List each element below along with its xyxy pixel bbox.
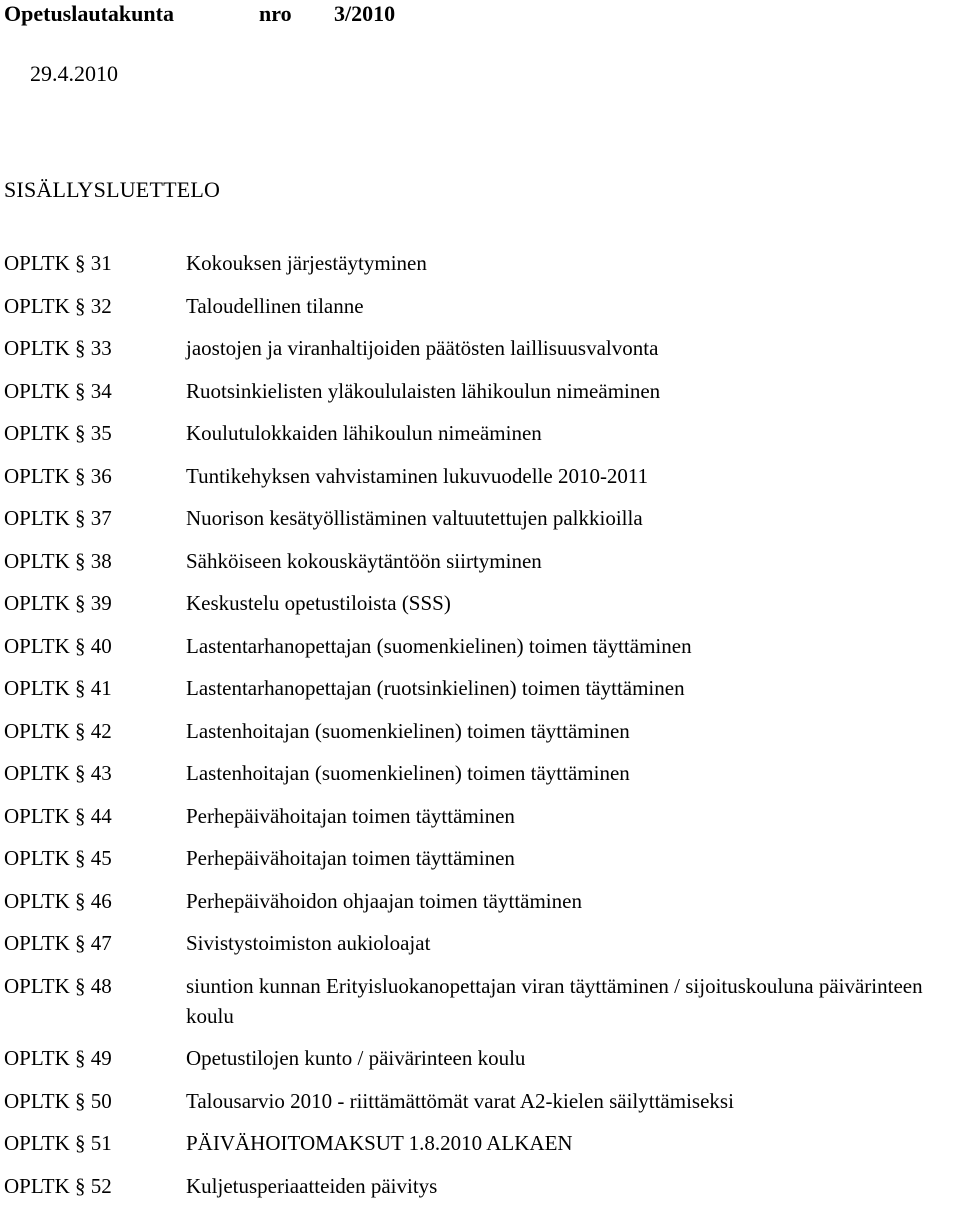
section-code: OPLTK § 47	[4, 931, 112, 955]
section-title: Koulutulokkaiden lähikoulun nimeäminen	[186, 421, 542, 445]
toc-row-37	[4, 503, 959, 533]
toc-row-32	[4, 291, 959, 321]
section-title: PÄIVÄHOITOMAKSUT 1.8.2010 ALKAEN	[186, 1131, 573, 1155]
toc-row-38	[4, 546, 959, 576]
section-title: Opetustilojen kunto / päivärinteen koulu	[186, 1046, 526, 1070]
toc-row-43	[4, 758, 959, 788]
section-title: Lastentarhanopettajan (suomenkielinen) toimen täyttäminen	[186, 633, 692, 658]
toc-row-52	[4, 1171, 959, 1201]
section-code: OPLTK § 46	[4, 888, 112, 913]
section-code: OPLTK § 33	[4, 336, 112, 360]
section-title: jaostojen ja viranhaltijoiden päätösten laillisuusvalvonta	[186, 336, 659, 360]
toc-row-40	[4, 631, 959, 661]
section-title: Sivistystoimiston aukioloajat	[186, 931, 431, 955]
section-code: OPLTK § 32	[4, 293, 112, 318]
section-title: Keskustelu opetustiloista (SSS)	[186, 591, 451, 615]
section-title: Taloudellinen tilanne	[186, 293, 364, 318]
section-title: Nuorison kesätyöllistäminen valtuutettujen palkkioilla	[186, 506, 643, 530]
toc-row-34	[4, 376, 959, 406]
toc-row-39	[4, 588, 959, 618]
section-code: OPLTK § 50	[4, 1088, 112, 1113]
section-code: OPLTK § 52	[4, 1173, 112, 1198]
section-code: OPLTK § 45	[4, 846, 112, 870]
section-code: OPLTK § 41	[4, 676, 112, 700]
section-code: OPLTK § 37	[4, 506, 112, 530]
section-code: OPLTK § 38	[4, 548, 112, 573]
toc-row-36	[4, 461, 959, 491]
toc-row-47	[4, 928, 959, 958]
section-title: Kuljetusperiaatteiden päivitys	[186, 1173, 438, 1198]
section-code: OPLTK § 31	[4, 251, 112, 275]
section-code: OPLTK § 48	[4, 973, 112, 998]
section-code: OPLTK § 34	[4, 378, 112, 403]
toc-title: SISÄLLYSLUETTELO	[4, 177, 221, 202]
toc-row-42	[4, 716, 959, 746]
section-title: Kokouksen järjestäytyminen	[186, 251, 427, 275]
section-title: Perhepäivähoitajan toimen täyttäminen	[186, 803, 515, 828]
section-code: OPLTK § 36	[4, 463, 112, 488]
organization-name: Opetuslautakunta	[4, 1, 174, 26]
section-title: Ruotsinkielisten yläkoululaisten lähikoulun nimeäminen	[186, 378, 661, 403]
meeting-number-label: nro	[259, 1, 292, 26]
document-header	[4, 0, 395, 28]
section-title: Talousarvio 2010 - riittämättömät varat A2-kielen säilyttämiseksi	[186, 1088, 734, 1113]
section-title: Perhepäivähoitajan toimen täyttäminen	[186, 846, 515, 870]
toc-row-31	[4, 248, 959, 278]
section-code: OPLTK § 51	[4, 1131, 112, 1155]
toc-row-41	[4, 673, 959, 703]
section-title: Lastentarhanopettajan (ruotsinkielinen) toimen täyttäminen	[186, 676, 685, 700]
section-title: siuntion kunnan Erityisluokanopettajan viran täyttäminen / sijoituskouluna päivärinteen koulu	[186, 973, 923, 1028]
toc-row-45	[4, 843, 959, 873]
section-code: OPLTK § 35	[4, 421, 112, 445]
section-code: OPLTK § 44	[4, 803, 112, 828]
section-code: OPLTK § 39	[4, 591, 112, 615]
toc-row-50	[4, 1086, 959, 1116]
meeting-date: 29.4.2010	[30, 61, 118, 86]
section-title: Lastenhoitajan (suomenkielinen) toimen täyttäminen	[186, 761, 630, 785]
toc-row-51	[4, 1128, 959, 1158]
toc-row-49	[4, 1043, 959, 1073]
meeting-number: 3/2010	[334, 1, 396, 26]
section-code: OPLTK § 42	[4, 718, 112, 743]
section-title: Perhepäivähoidon ohjaajan toimen täyttäminen	[186, 888, 582, 913]
toc-row-48	[4, 971, 959, 1031]
section-title: Lastenhoitajan (suomenkielinen) toimen täyttäminen	[186, 718, 630, 743]
toc-row-46	[4, 886, 959, 916]
section-code: OPLTK § 43	[4, 761, 112, 785]
table-of-contents	[4, 248, 959, 1213]
toc-row-33	[4, 333, 959, 363]
section-code: OPLTK § 49	[4, 1046, 112, 1070]
toc-row-35	[4, 418, 959, 448]
section-title: Tuntikehyksen vahvistaminen lukuvuodelle 2010-2011	[186, 463, 649, 488]
section-code: OPLTK § 40	[4, 633, 112, 658]
section-title: Sähköiseen kokouskäytäntöön siirtyminen	[186, 548, 542, 573]
toc-row-44	[4, 801, 959, 831]
